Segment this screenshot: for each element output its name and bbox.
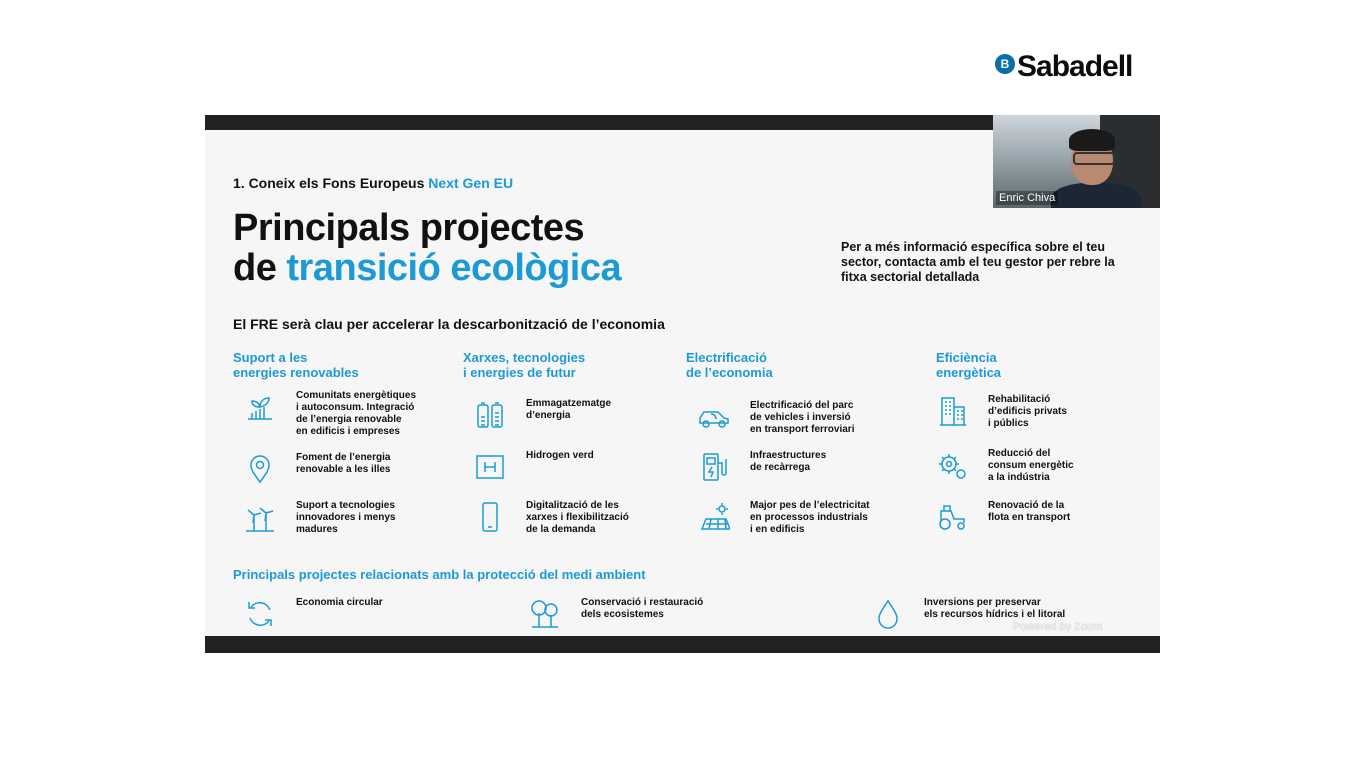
item-text: Digitalització de les xarxes i flexibilització de la demanda [526, 500, 629, 535]
list-item [470, 398, 686, 432]
item-text: Suport a tecnologies innovadores i menys madures [296, 500, 396, 535]
sabadell-logo-mark: B [995, 54, 1015, 74]
trees-icon [525, 597, 565, 631]
item-text: Inversions per preservar els recursos hídrics i el litoral [924, 597, 1066, 620]
item-text: Renovació de la flota en transport [988, 500, 1071, 523]
list-item [240, 452, 456, 486]
slide-subtitle: El FRE serà clau per accelerar la descarbonització de l’economia [233, 316, 665, 332]
list-item [240, 597, 456, 631]
sabadell-logo-text: Sabadell [1017, 50, 1133, 83]
info-text: Per a més informació específica sobre el teu sector, contacta amb el teu gestor per rebre la fitxa sectorial detallada [841, 240, 1115, 284]
sabadell-logo [995, 50, 1132, 84]
hydrogen-icon [470, 450, 510, 484]
list-item [470, 450, 686, 484]
tractor-icon [932, 500, 972, 534]
list-item [932, 394, 1148, 430]
water-drop-icon [868, 597, 908, 631]
solar-panel-icon [694, 500, 734, 534]
item-text: Rehabilitació d’edificis privats i públics [988, 394, 1067, 429]
title-line-2-prefix: de [233, 247, 287, 289]
building-icon [932, 394, 972, 428]
participant-hair [1069, 129, 1115, 151]
list-item [240, 500, 456, 536]
participant-name-label: Enric Chiva [996, 191, 1058, 205]
list-item [694, 450, 910, 484]
list-item [525, 597, 781, 631]
item-text: Major pes de l’electricitat en processos industrials i en edificis [750, 500, 870, 535]
participant-glasses [1073, 152, 1115, 165]
list-item [470, 500, 686, 536]
item-text: Economia circular [296, 597, 383, 608]
item-text: Electrificació del parc de vehicles i inversió en transport ferroviari [750, 400, 855, 435]
column-title-networks: Xarxes, tecnologies i energies de futur [463, 350, 586, 380]
title-line-2 [233, 248, 621, 288]
recycle-icon [240, 597, 280, 631]
location-pin-icon [240, 452, 280, 486]
list-item [240, 390, 456, 438]
participant-video-tile[interactable] [993, 115, 1160, 208]
list-item [868, 597, 1144, 631]
title-line-1: Principals projectes [233, 207, 585, 249]
plant-growth-icon [240, 390, 280, 424]
electric-vehicle-icon [694, 400, 734, 434]
item-text: Emmagatzematge d’energia [526, 398, 612, 421]
list-item [932, 448, 1148, 484]
item-text: Foment de l’energia renovable a les illes [296, 452, 391, 475]
battery-icon [470, 398, 510, 432]
column-title-electrification: Electrificació de l’economia [686, 350, 773, 380]
environment-section-title: Principals projectes relacionats amb la protecció del medi ambient [233, 567, 646, 582]
slide-kicker [233, 175, 513, 191]
wind-turbine-icon [240, 500, 280, 534]
kicker-prefix: 1. Coneix els Fons Europeus [233, 175, 429, 191]
column-title-efficiency: Eficiència energètica [936, 350, 1002, 380]
smartphone-icon [470, 500, 510, 534]
zoom-watermark: Powered by Zoom [1013, 621, 1103, 633]
list-item [694, 500, 910, 536]
title-line-2-accent: transició ecològica [286, 247, 622, 289]
item-text: Hidrogen verd [526, 450, 594, 461]
item-text: Comunitats energètiques i autoconsum. Integració de l’energia renovable en edificis i empreses [296, 390, 417, 437]
item-text: Conservació i restauració dels ecosistemes [581, 597, 704, 620]
gear-icon [932, 448, 972, 482]
participant-body [1051, 183, 1141, 208]
column-title-renewables: Suport a les energies renovables [233, 350, 359, 380]
list-item [932, 500, 1148, 534]
item-text: Infraestructures de recàrrega [750, 450, 827, 473]
kicker-accent: Next Gen EU [428, 175, 514, 191]
list-item [694, 400, 910, 436]
slide-title [233, 208, 621, 288]
charging-station-icon [694, 450, 734, 484]
item-text: Reducció del consum energètic a la indústria [988, 448, 1074, 483]
